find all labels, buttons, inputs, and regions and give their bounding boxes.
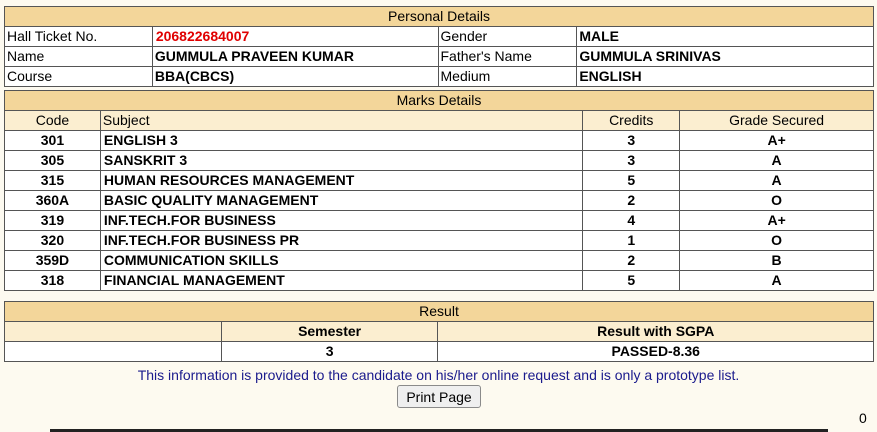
subject-credits: 2 (583, 191, 680, 211)
sgpa-column-header: Result with SGPA (438, 322, 874, 342)
subject-grade: A+ (680, 131, 874, 151)
code-column-header: Code (5, 111, 101, 131)
subject-code: 360A (5, 191, 101, 211)
subject-name: HUMAN RESOURCES MANAGEMENT (100, 171, 582, 191)
subject-name: ENGLISH 3 (100, 131, 582, 151)
marks-row (5, 231, 874, 251)
subject-name: COMMUNICATION SKILLS (100, 251, 582, 271)
subject-code: 319 (5, 211, 101, 231)
subject-code: 318 (5, 271, 101, 291)
hall-ticket-value: 206822684007 (152, 27, 438, 47)
subject-credits: 5 (583, 171, 680, 191)
father-name-label: Father's Name (438, 47, 577, 67)
subject-credits: 3 (583, 151, 680, 171)
gender-label: Gender (438, 27, 577, 47)
subject-grade: O (680, 231, 874, 251)
subject-grade: A (680, 151, 874, 171)
subject-grade: B (680, 251, 874, 271)
subject-credits: 1 (583, 231, 680, 251)
marks-row (5, 211, 874, 231)
subject-credits: 3 (583, 131, 680, 151)
semester-column-header: Semester (221, 322, 438, 342)
marks-row (5, 131, 874, 151)
personal-details-table (4, 6, 874, 87)
print-page-button[interactable]: Print Page (397, 385, 481, 408)
subject-credits: 4 (583, 211, 680, 231)
course-label: Course (5, 67, 153, 87)
subject-name: SANSKRIT 3 (100, 151, 582, 171)
marks-row (5, 271, 874, 291)
sgpa-value: PASSED-8.36 (438, 342, 874, 362)
hall-ticket-label: Hall Ticket No. (5, 27, 153, 47)
subject-credits: 2 (583, 251, 680, 271)
subject-code: 320 (5, 231, 101, 251)
marks-details-title: Marks Details (5, 91, 874, 111)
subject-code: 301 (5, 131, 101, 151)
subject-grade: A+ (680, 211, 874, 231)
marks-details-table (4, 90, 874, 291)
subject-name: INF.TECH.FOR BUSINESS PR (100, 231, 582, 251)
marks-row (5, 191, 874, 211)
semester-value: 3 (221, 342, 438, 362)
subject-code: 305 (5, 151, 101, 171)
result-spacer-cell (5, 322, 222, 342)
medium-label: Medium (438, 67, 577, 87)
subject-name: BASIC QUALITY MANAGEMENT (100, 191, 582, 211)
subject-name: FINANCIAL MANAGEMENT (100, 271, 582, 291)
subject-grade: O (680, 191, 874, 211)
result-spacer-cell (5, 342, 222, 362)
disclaimer-note: This information is provided to the candidate on his/her online request and is only a prototype list. (137, 367, 740, 383)
subject-grade: A (680, 271, 874, 291)
marks-row (5, 251, 874, 271)
page-counter: 0 (859, 410, 867, 426)
subject-code: 359D (5, 251, 101, 271)
medium-value: ENGLISH (577, 67, 874, 87)
father-name-value: GUMMULA SRINIVAS (577, 47, 874, 67)
course-value: BBA(CBCS) (152, 67, 438, 87)
marks-row (5, 151, 874, 171)
subject-code: 315 (5, 171, 101, 191)
grade-column-header: Grade Secured (680, 111, 874, 131)
marks-row (5, 171, 874, 191)
gender-value: MALE (577, 27, 874, 47)
subject-column-header: Subject (100, 111, 582, 131)
credits-column-header: Credits (583, 111, 680, 131)
result-table (4, 301, 874, 362)
name-value: GUMMULA PRAVEEN KUMAR (152, 47, 438, 67)
result-title: Result (5, 302, 874, 322)
name-label: Name (5, 47, 153, 67)
subject-name: INF.TECH.FOR BUSINESS (100, 211, 582, 231)
subject-credits: 5 (583, 271, 680, 291)
personal-details-title: Personal Details (5, 7, 874, 27)
subject-grade: A (680, 171, 874, 191)
